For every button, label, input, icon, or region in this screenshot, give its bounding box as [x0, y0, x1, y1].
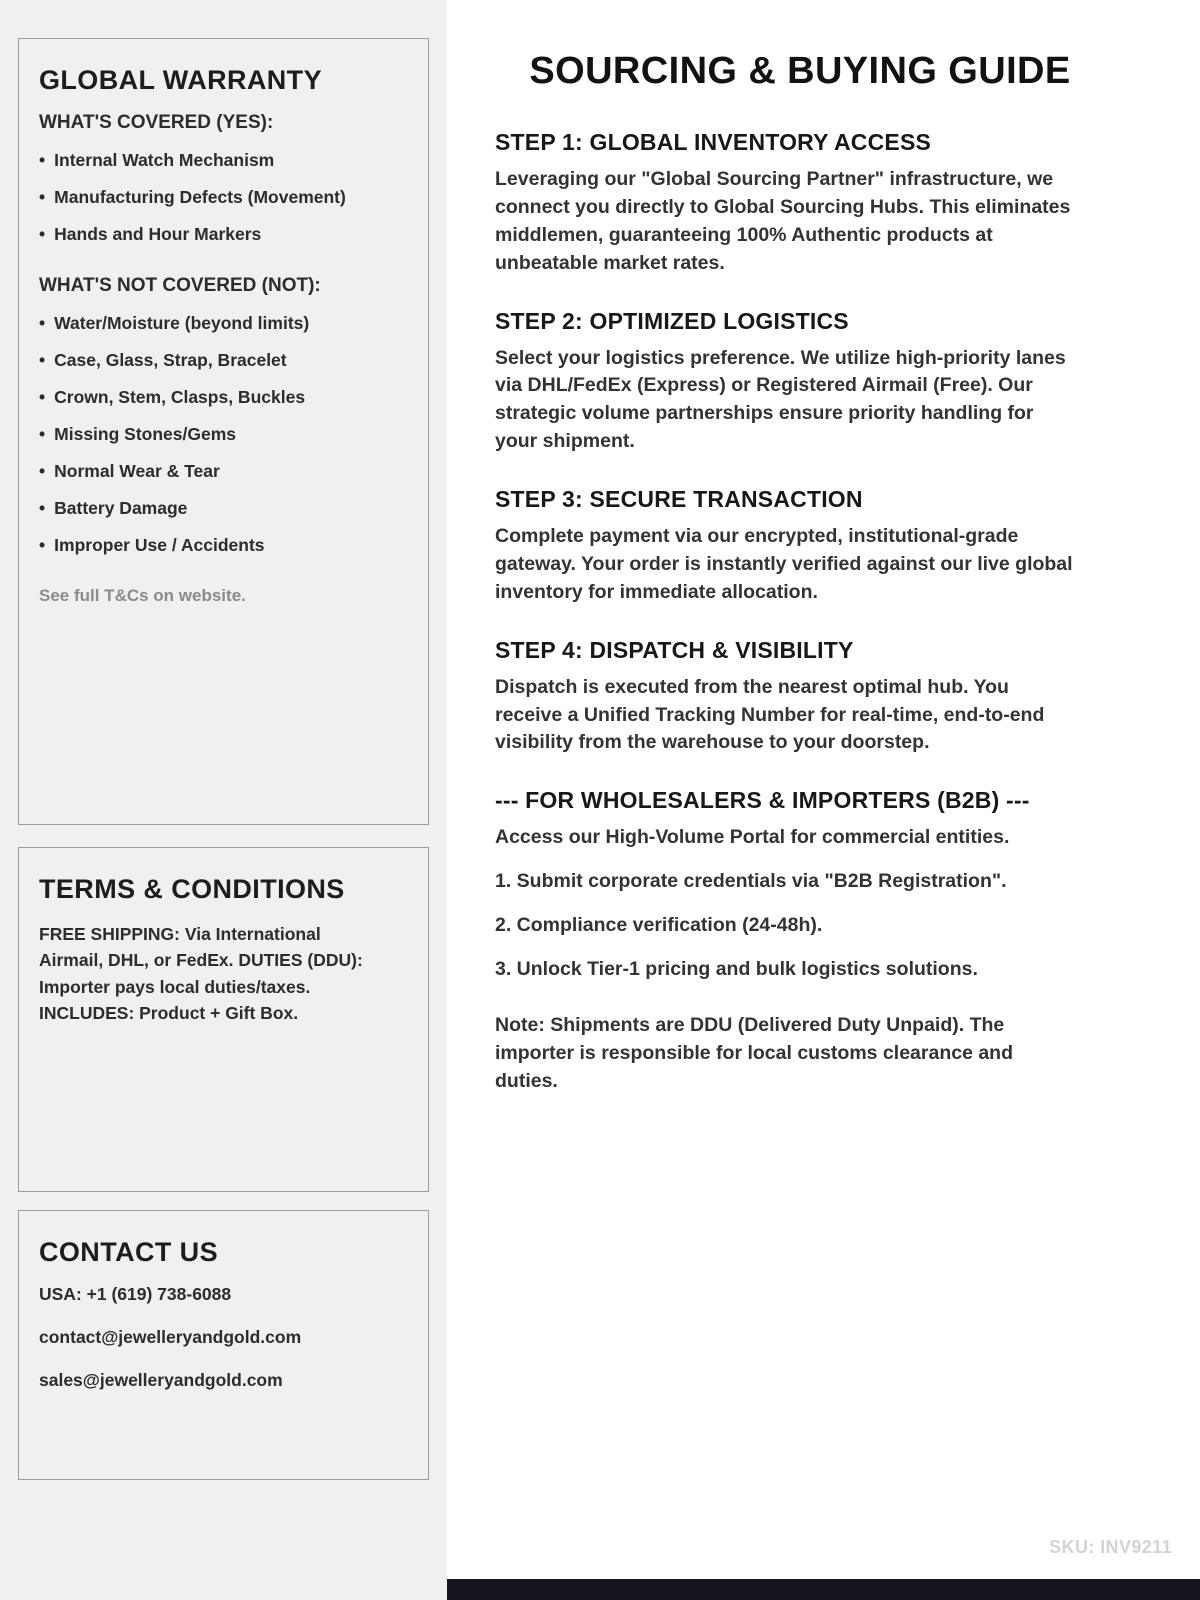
warranty-not-covered-item: • Battery Damage: [39, 498, 408, 519]
warranty-covered-item: • Internal Watch Mechanism: [39, 150, 408, 171]
b2b-heading: --- FOR WHOLESALERS & IMPORTERS (B2B) ---: [495, 787, 1030, 814]
warranty-not-covered-title: WHAT'S NOT COVERED (NOT):: [39, 275, 321, 296]
step-4-heading: STEP 4: DISPATCH & VISIBILITY: [495, 636, 854, 663]
step-1-body: Leveraging our "Global Sourcing Partner" infrastructure, we connect you directly to Global Sourcing Hubs. This eliminates middlemen, guaranteeing 100% Authentic products at unbeatable market rates.: [495, 168, 1071, 274]
b2b-item: 3. Unlock Tier-1 pricing and bulk logistics solutions.: [495, 957, 978, 980]
step-1-section: [495, 129, 1105, 278]
b2b-note: Note: Shipments are DDU (Delivered Duty Unpaid). The importer is responsible for local customs clearance and duties.: [495, 1013, 1014, 1092]
warranty-not-covered-item: • Normal Wear & Tear: [39, 461, 408, 482]
warranty-covered-title: WHAT'S COVERED (YES):: [39, 112, 274, 133]
contact-box: [18, 1210, 429, 1480]
warranty-not-covered-item: • Crown, Stem, Clasps, Buckles: [39, 387, 408, 408]
terms-box: [18, 847, 429, 1192]
step-1-heading: STEP 1: GLOBAL INVENTORY ACCESS: [495, 129, 932, 155]
sku-label: SKU: INV9211: [1049, 1537, 1172, 1557]
warranty-not-covered-item: • Missing Stones/Gems: [39, 424, 408, 445]
step-3-heading: STEP 3: SECURE TRANSACTION: [495, 486, 863, 512]
contact-sales-email: sales@jewelleryandgold.com: [39, 1370, 283, 1390]
warranty-not-covered-list: [39, 313, 408, 556]
terms-body: FREE SHIPPING: Via International Airmail, DHL, or FedEx. DUTIES (DDU): Importer pays local duties/taxes. INCLUDES: Product + Gift Box.: [39, 924, 363, 1023]
warranty-title: GLOBAL WARRANTY: [39, 65, 322, 95]
warranty-footnote: See full T&Cs on website.: [39, 586, 246, 605]
b2b-intro: Access our High-Volume Portal for commercial entities.: [495, 826, 1010, 849]
warranty-not-covered-item: • Water/Moisture (beyond limits): [39, 313, 408, 334]
step-4-body: Dispatch is executed from the nearest optimal hub. You receive a Unified Tracking Number for real-time, end-to-end visibility from the warehouse to your doorstep.: [495, 675, 1045, 754]
b2b-item: 2. Compliance verification (24-48h).: [495, 914, 823, 936]
warranty-covered-item: • Manufacturing Defects (Movement): [39, 187, 408, 208]
step-4-section: [495, 637, 1105, 758]
warranty-covered-list: [39, 150, 408, 245]
main-content: [447, 0, 1200, 1600]
b2b-item: 1. Submit corporate credentials via "B2B Registration".: [495, 870, 1007, 893]
step-2-section: [495, 308, 1105, 457]
step-3-body: Complete payment via our encrypted, institutional-grade gateway. Your order is instantly verified against our live global inventory for immediate allocation.: [495, 525, 1073, 603]
b2b-section: [495, 787, 1105, 1095]
contact-phone: USA: +1 (619) 738-6088: [39, 1284, 232, 1304]
page-title: SOURCING & BUYING GUIDE: [529, 50, 1071, 92]
step-2-heading: STEP 2: OPTIMIZED LOGISTICS: [495, 307, 849, 334]
warranty-box: [18, 38, 429, 825]
sidebar: [0, 0, 447, 1600]
warranty-covered-item: • Hands and Hour Markers: [39, 224, 408, 245]
terms-title: TERMS & CONDITIONS: [39, 874, 345, 904]
contact-email: contact@jewelleryandgold.com: [39, 1327, 302, 1347]
contact-title: CONTACT US: [39, 1237, 218, 1267]
step-2-body: Select your logistics preference. We utilize high-priority lanes via DHL/FedEx (Express) or Registered Airmail (Free). Our strategic volume partnerships ensure priority handling for your shipment.: [495, 346, 1066, 453]
warranty-not-covered-item: • Improper Use / Accidents: [39, 535, 408, 556]
step-3-section: [495, 486, 1105, 607]
warranty-not-covered-item: • Case, Glass, Strap, Bracelet: [39, 350, 408, 371]
footer-bar: [447, 1579, 1200, 1600]
